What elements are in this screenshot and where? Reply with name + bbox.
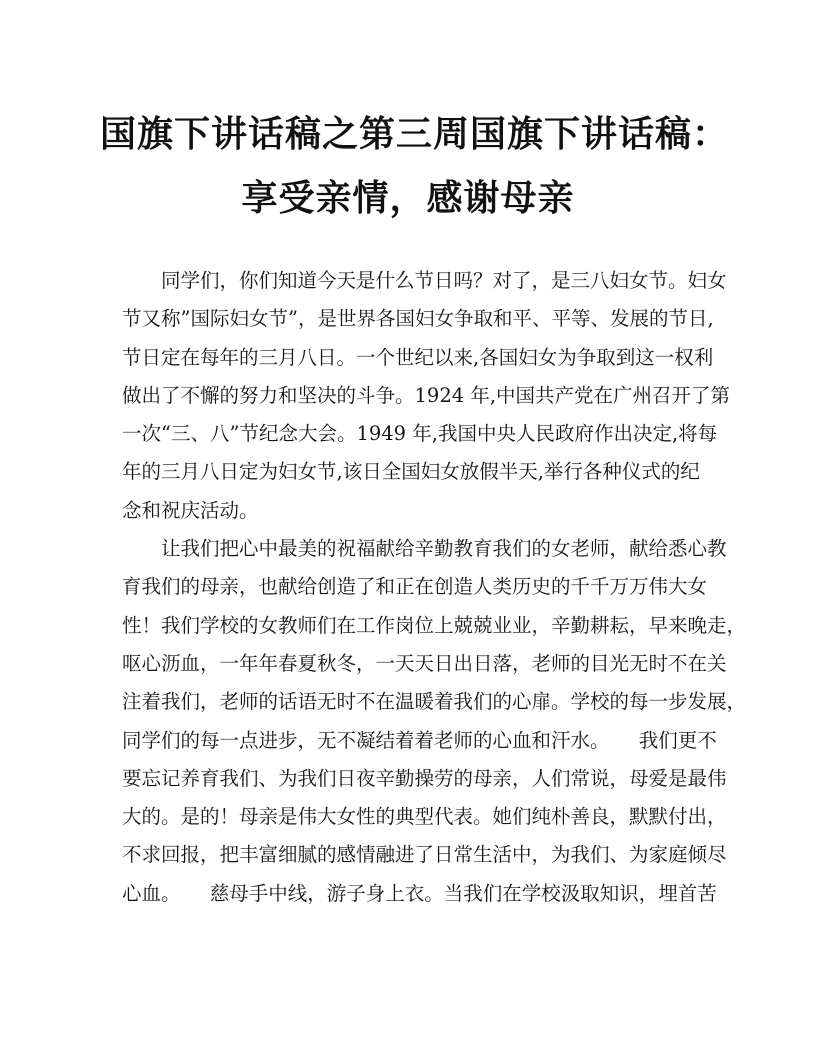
paragraph-line: 年的三月八日定为妇女节,该日全国妇女放假半天,举行各种仪式的纪 [122,460,700,484]
paragraph-line: 心血。 慈母手中线，游子身上衣。当我们在学校汲取知识，埋首苦 [122,881,717,905]
paragraph-line: 同学们，你们知道今天是什么节日吗？对了，是三八妇女节。妇女 [161,269,727,292]
document-title-line-1: 国旗下讲话稿之第三周国旗下讲话稿： [100,113,730,155]
paragraph-line: 让我们把心中最美的祝福献给辛勤教育我们的女老师，献给悉心教 [161,537,727,561]
paragraph-line: 性！我们学校的女教师们在工作岗位上兢兢业业，辛勤耕耘，早来晚走， [122,613,747,637]
paragraph-line: 做出了不懈的努力和坚决的斗争。1924 年,中国共产党在广州召开了第 [122,383,731,407]
paragraph-line: 育我们的母亲，也献给创造了和正在创造人类历史的千千万万伟大女 [122,575,708,599]
paragraph-1 [122,262,731,530]
paragraph-line: 不求回报，把丰富细腻的感情融进了日常生活中，为我们、为家庭倾尽 [122,843,727,867]
paragraph-line: 节又称”国际妇女节”，是世界各国妇女争取和平、平等、发展的节日, [122,307,714,331]
paragraph-line: 大的。是的！母亲是伟大女性的典型代表。她们纯朴善良，默默付出， [122,805,727,829]
paragraph-line: 注着我们，老师的话语无时不在温暖着我们的心扉。学校的每一步发展， [122,690,747,714]
document-body [122,262,747,913]
paragraph-line: 一次“三、八”节纪念大会。1949 年,我国中央人民政府作出决定,将每 [122,422,718,446]
paragraph-2 [122,530,747,913]
paragraph-line: 要忘记养育我们、为我们日夜辛勤操劳的母亲，人们常说，母爱是最伟 [122,766,727,790]
paragraph-line: 念和祝庆活动。 [122,498,259,522]
paragraph-line: 呕心沥血，一年年春夏秋冬，一天天日出日落，老师的目光无时不在关 [122,651,727,675]
paragraph-line: 同学们的每一点进步，无不凝结着着老师的心血和汗水。 我们更不 [122,728,717,752]
document-title-line-2: 享受亲情，感谢母亲 [241,177,575,219]
paragraph-line: 节日定在每年的三月八日。一个世纪以来,各国妇女为争取到这一权利 [122,345,714,369]
